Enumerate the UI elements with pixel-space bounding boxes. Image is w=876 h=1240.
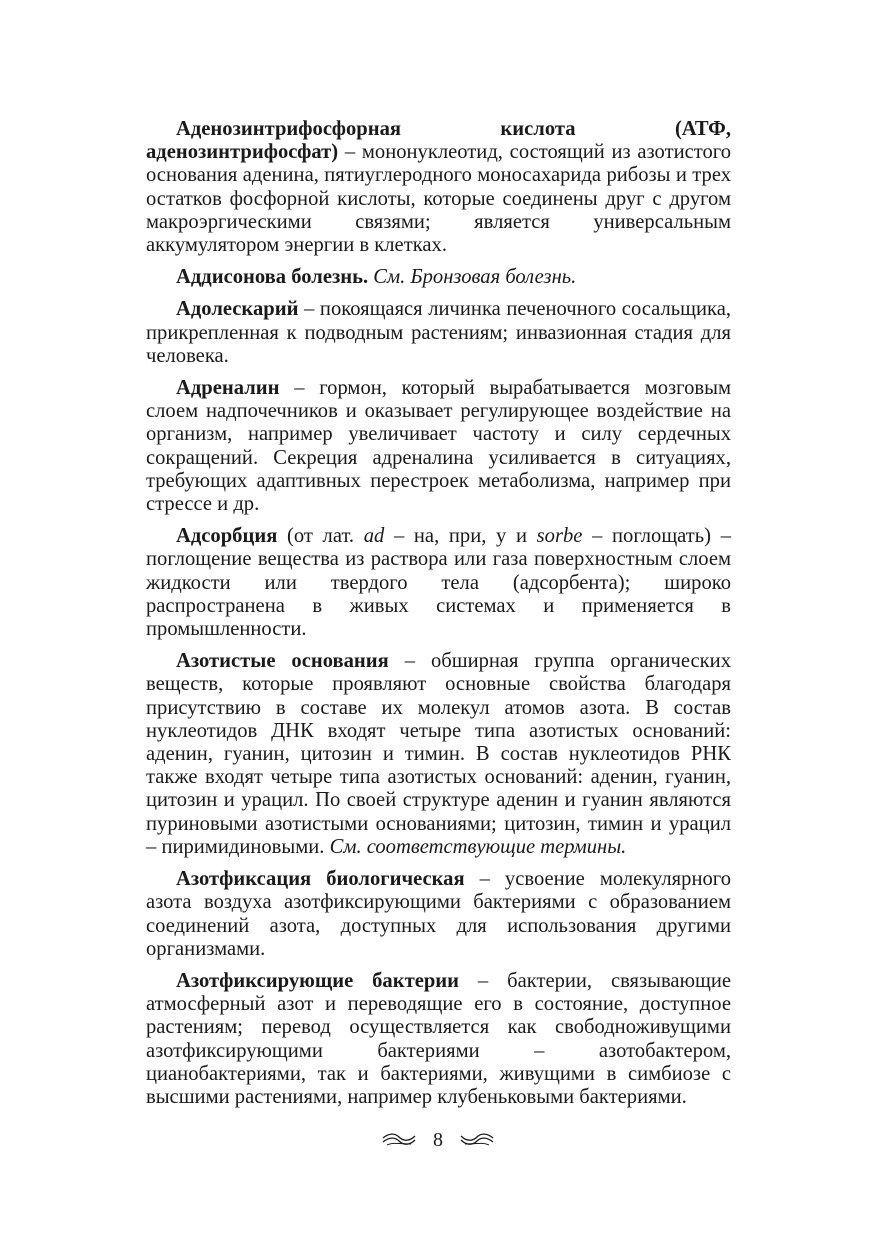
entry-cross-reference: См. Бронзовая болезнь. [368,266,577,289]
entry-latin-word: ad [363,525,385,548]
swash-left-icon [381,1132,417,1148]
entry-adsorption [146,525,731,641]
dictionary-page [146,118,731,1118]
entry-term: Адолескарий [176,298,299,321]
entry-cross-reference: См. соответствующие термины. [324,835,627,858]
entry-term: Азотистые основания [176,650,389,673]
entry-definition: – бактерии, связывающие атмосферный азот и переводящие его в состояние, доступное растениям; перевод осуществляется как свободноживущими азотфиксирующими бактериями – азотобактером, цианобактериями, так и бактериями, живущими в симбиозе с высшими растениями, например клубеньковыми бактериями. [146,969,731,1108]
page-number: 8 [433,1129,443,1151]
entry-term: Аденозинтрифосфорная кислота (АТФ, аденозинтрифосфат) [146,118,731,164]
entry-latin-word: sorbe [536,525,583,548]
entry-nitrogen-fixing-bacteria [146,970,731,1109]
entry-definition: – обширная группа органических веществ, которые проявляют основные свойства благодаря присутствию в составе их молекул атомов азота. В состав нуклеотидов ДНК входят четыре типа азотистых оснований: аденин, гуанин, цитозин и тимин. В состав нуклеотидов РНК также входят четыре типа азотистых оснований: аденин, гуанин, цитозин и урацил. По своей структуре аденин и гуанин являются пуриновыми азотистыми основаниями; цитозин, тимин и урацил – пиримидиновыми. [146,650,731,858]
entry-adrenaline [146,377,731,516]
entry-term: Азотфиксирующие бактерии [176,969,460,992]
entry-addison-disease [146,266,731,289]
entry-definition-part: (от лат. [277,525,364,548]
entry-definition: – покоящаяся личинка печеночного сосальщика, прикрепленная к подводным растениям; инвазионная стадия для человека. [146,298,731,367]
entry-term: Адреналин [176,377,280,400]
entry-definition: – мононуклеотид, состоящий из азотистого основания аденина, пятиуглеродного моносахарида рибозы и трех остатков фосфорной кислоты, которые соединены друг с другом макроэргическими связями; является универсальным аккумулятором энергии в клетках. [146,141,731,257]
page-footer [0,1128,876,1152]
entry-definition-part: – на, при, у и [384,525,537,548]
entry-term: Азотфиксация биологическая [176,868,465,891]
entry-definition: – усвоение молекулярного азота воздуха азотфиксирующими бактериями с образованием соединений азота, доступных для использования другими организмами. [146,868,731,960]
entry-atp [146,118,731,257]
entry-term: Адсорбция [176,525,278,548]
entry-nitrogenous-bases [146,650,731,859]
swash-right-icon [459,1132,495,1148]
entry-definition: – гормон, который вырабатывается мозговым слоем надпочечников и оказывает регулирующее воздействие на организм, например увеличивает частоту и силу сердечных сокращений. Секреция адреналина усиливается в ситуациях, требующих адаптивных перестроек метаболизма, например при стрессе и др. [146,377,731,516]
entry-biological-nitrogen-fixation [146,868,731,961]
entry-adolescaria [146,298,731,368]
entry-term: Аддисонова болезнь. [176,266,369,289]
entry-definition-part: – поглощать) – поглощение вещества из раствора или газа поверхностным слоем жидкости или твердого тела (адсорбента); широко распространена в живых системах и применяется в промышленности. [146,525,731,641]
